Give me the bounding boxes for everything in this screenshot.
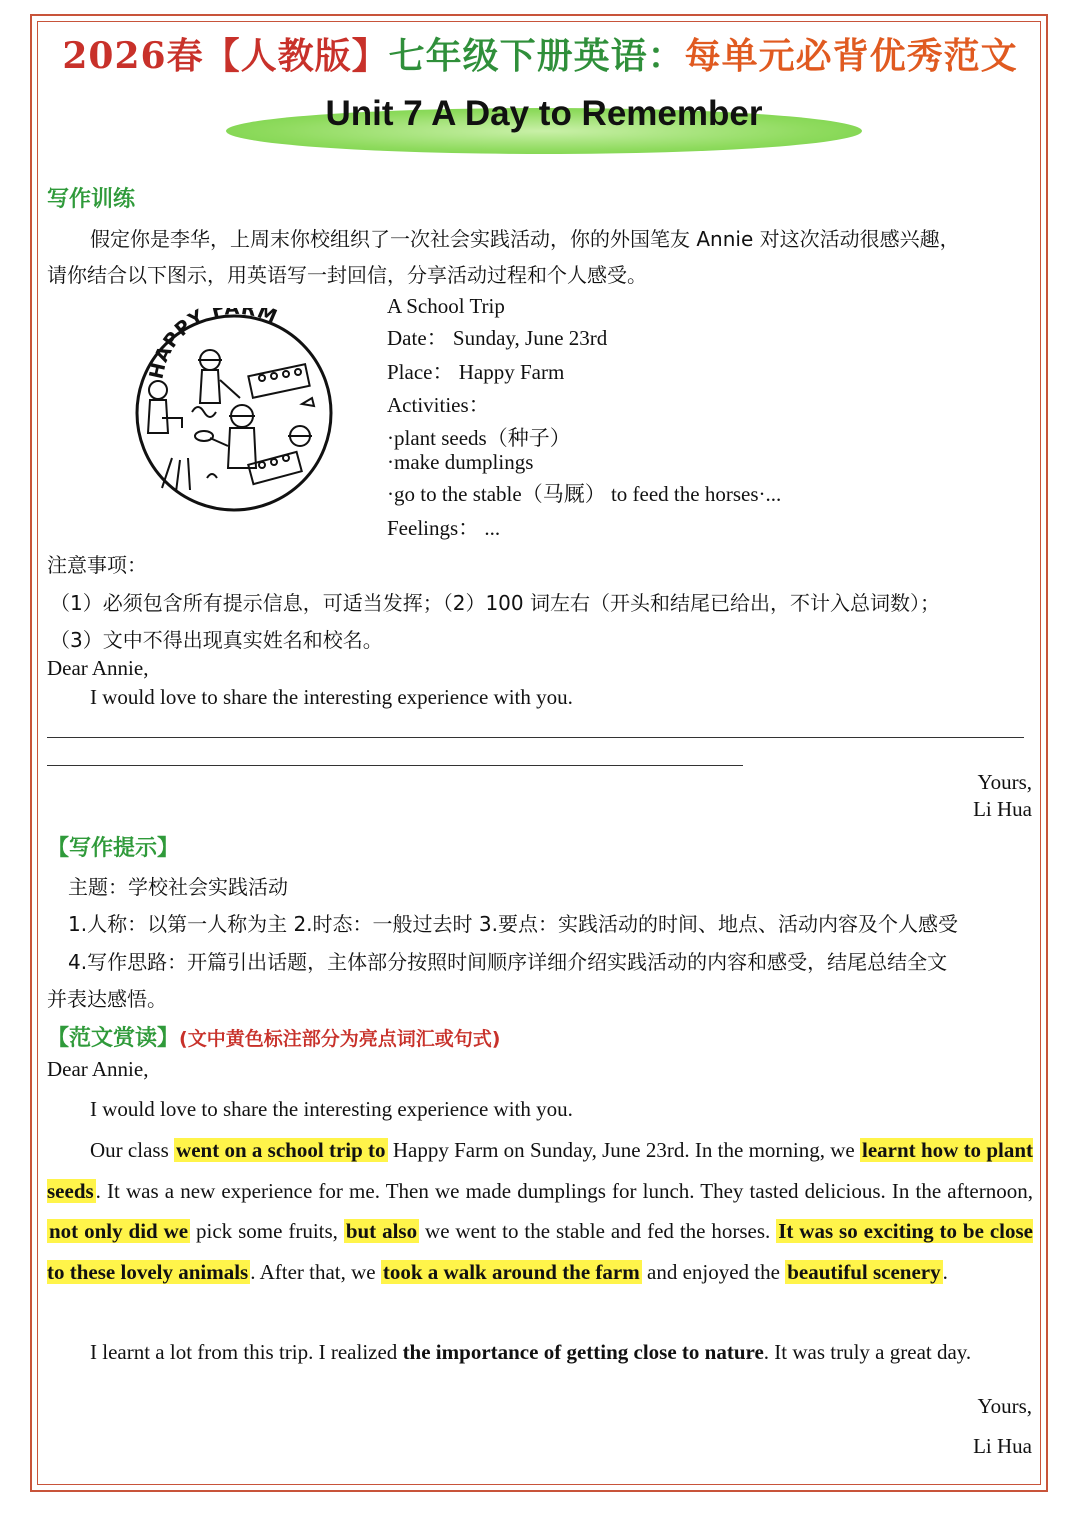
letter-opening: I would love to share the interesting experience with you. xyxy=(90,685,573,709)
tips-line3: 并表达感悟。 xyxy=(47,987,167,1011)
highlight-phrase: learnt how to plant seeds xyxy=(47,1138,1034,1203)
sample-paragraph-1: I would love to share the interesting experience with you. xyxy=(90,1097,573,1121)
note-line1: （1）必须包含所有提示信息，可适当发挥；（2）100 词左右（开头和结尾已给出，不计入总词数）； xyxy=(50,591,940,615)
task-intro-line1: 假定你是李华，上周末你校组织了一次社会实践活动，你的外国笔友 Annie 对这次活动很感兴趣， xyxy=(90,227,960,251)
answer-line-1 xyxy=(47,737,1024,738)
info-date: Date： Sunday, June 23rd xyxy=(387,326,608,350)
sample-signature: Li Hua xyxy=(973,1434,1032,1458)
task-intro-line2: 请你结合以下图示，用英语写一封回信，分享活动过程和个人感受。 xyxy=(47,263,647,287)
info-heading: A School Trip xyxy=(387,294,505,318)
letter-closing: Yours, xyxy=(977,770,1032,794)
happy-farm-illustration xyxy=(132,308,336,518)
highlight-phrase: beautiful scenery xyxy=(787,1259,941,1284)
highlight-phrase: not only did we xyxy=(49,1219,189,1243)
info-activity-1: ·plant seeds（种子） xyxy=(387,426,571,450)
sample-paragraph-3: I learnt a lot from this trip. I realized the importance of getting close to nature. It was truly a great day. xyxy=(90,1340,972,1364)
letter-greeting: Dear Annie, xyxy=(47,656,149,680)
section-heading-tips: 【写作提示】 xyxy=(47,836,180,861)
notes-label: 注意事项： xyxy=(47,553,147,577)
page-title: 2026春【人教版】七年级下册英语：每单元必背优秀范文 xyxy=(62,35,1018,77)
letter-signature: Li Hua xyxy=(973,797,1032,821)
unit-title: Unit 7 A Day to Remember xyxy=(325,94,763,133)
sample-greeting: Dear Annie, xyxy=(47,1057,149,1081)
info-place: Place： Happy Farm xyxy=(387,360,565,384)
highlight-phrase: went on a school trip to xyxy=(176,1138,386,1162)
tips-line1: 1.人称：以第一人称为主 2.时态：一般过去时 3.要点：实践活动的时间、地点、活动内容及个人感受 xyxy=(68,912,958,936)
tips-line2: 4.写作思路：开篇引出话题，主体部分按照时间顺序详细介绍实践活动的内容和感受，结尾总结全文 xyxy=(68,950,948,974)
highlight-phrase: but also xyxy=(345,1219,418,1243)
sample-paragraph-2: Our class went on a school trip to Happy Farm on Sunday, June 23rd. In the morning, we learnt how to plant seeds. It was a new experience for me. Then we made dumplings for lunch. They tasted delicious. In the afternoon, not only did we pick some fruits, but also we went to the stable and fed the horses. It was so exciting to be close to these lovely animals. After that, we took a walk around the farm and enjoyed the beautiful scenery. xyxy=(47,1138,1034,1284)
answer-line-2 xyxy=(47,765,743,766)
info-activities-label: Activities： xyxy=(387,393,490,417)
tips-topic: 主题：学校社会实践活动 xyxy=(68,875,288,899)
info-activity-3: ·go to the stable（马厩） to feed the horses·... xyxy=(387,482,782,506)
info-feelings: Feelings： ... xyxy=(387,516,501,540)
unit-banner xyxy=(226,92,862,154)
svg-text:HAPPY FARM: HAPPY FARM xyxy=(145,308,282,382)
farm-circle-icon xyxy=(132,308,336,518)
info-activity-2: ·make dumplings xyxy=(387,450,534,474)
sample-closing: Yours, xyxy=(977,1394,1032,1418)
highlight-phrase: took a walk around the farm xyxy=(382,1259,640,1284)
note-line2: （3）文中不得出现真实姓名和校名。 xyxy=(50,628,383,652)
highlight-phrase: It was so exciting to be close to these lovely animals xyxy=(47,1219,1033,1284)
section-heading-writing: 写作训练 xyxy=(47,187,136,212)
section-heading-sample: 【范文赏读】(文中黄色标注部分为亮点词汇或句式) xyxy=(47,1026,501,1051)
